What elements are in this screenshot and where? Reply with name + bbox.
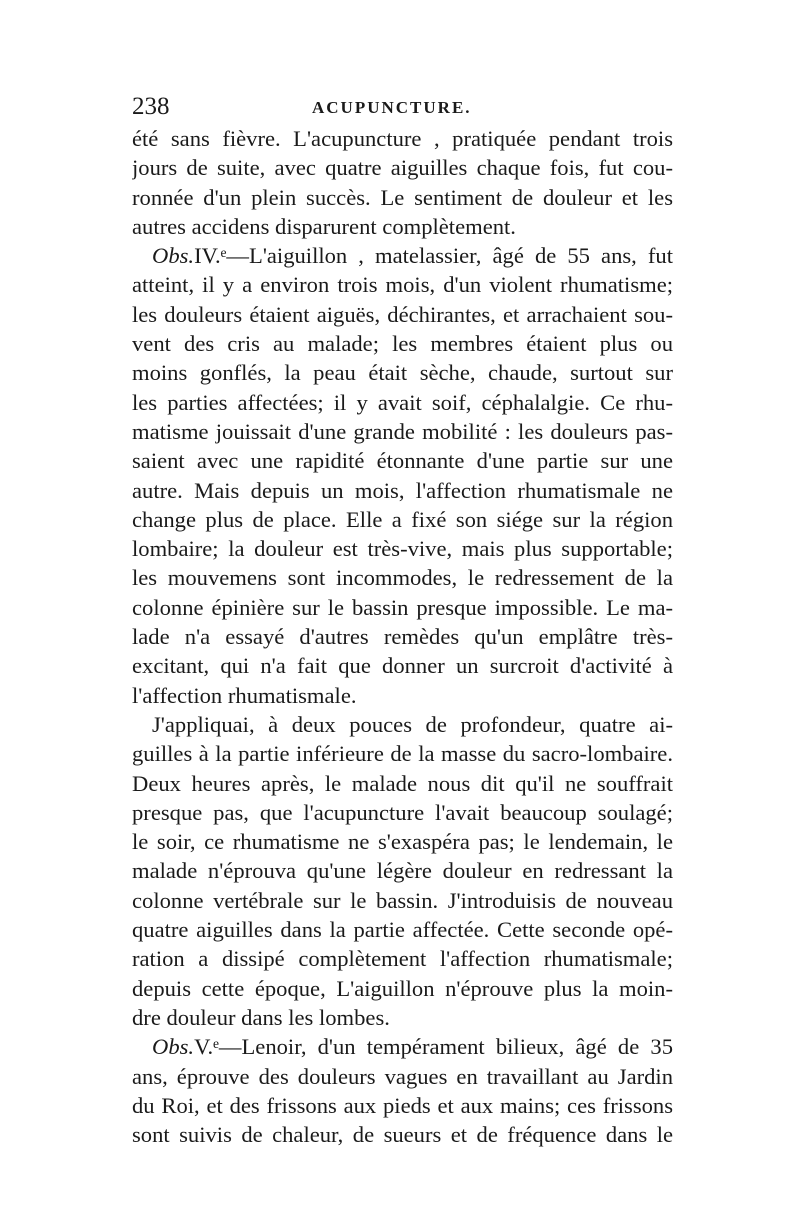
line-text: IV.ᵉ—L'aiguillon , matelassier, âgé de 55 ans, fut: [194, 243, 673, 269]
text-line: [132, 827, 673, 856]
text-line: [132, 241, 673, 270]
text-line: [132, 212, 673, 241]
line-text: ronnée d'un plein succès. Le sentiment de douleur et les: [132, 184, 673, 210]
line-text: excitant, qui n'a fait que donner un surcroit d'activité à: [132, 653, 673, 679]
text-line: [132, 1091, 673, 1120]
text-line: [132, 886, 673, 915]
text-line: [132, 183, 673, 212]
text-line: [132, 651, 673, 680]
text-line: [132, 944, 673, 973]
text-line: [132, 446, 673, 475]
text-line: [132, 974, 673, 1003]
line-text: colonne épinière sur le bassin presque impossible. Le ma-: [132, 594, 673, 620]
text-line: [132, 388, 673, 417]
text-line: [132, 476, 673, 505]
text-line: [132, 417, 673, 446]
text-line: [132, 1120, 673, 1149]
line-text: saient avec une rapidité étonnante d'une partie sur une: [132, 448, 673, 474]
line-text: sont suivis de chaleur, de sueurs et de fréquence dans le: [132, 1122, 673, 1148]
text-line: [132, 856, 673, 885]
text-line: [132, 1032, 673, 1061]
line-text: presque pas, que l'acupuncture l'avait beaucoup soulagé;: [132, 799, 673, 825]
text-line: [132, 1003, 673, 1032]
line-text: J'appliquai, à deux pouces de profondeur, quatre ai-: [152, 711, 673, 737]
text-line: [132, 710, 673, 739]
line-text: du Roi, et des frissons aux pieds et aux mains; ces frissons: [132, 1092, 673, 1118]
running-head: ACUPUNCTURE.: [312, 98, 472, 117]
page-number: 238: [132, 93, 170, 120]
line-text: colonne vertébrale sur le bassin. J'introduisis de nouveau: [132, 887, 673, 913]
body-text: [132, 124, 673, 1149]
line-text: les parties affectées; il y avait soif, céphalalgie. Ce rhu-: [132, 389, 673, 415]
line-text: ration a dissipé complètement l'affection rhumatismale;: [132, 946, 673, 972]
text-line: [132, 505, 673, 534]
line-text: guilles à la partie inférieure de la masse du sacro-lombaire.: [132, 741, 673, 767]
line-text: depuis cette époque, L'aiguillon n'éprouve plus la moin-: [132, 975, 673, 1001]
text-line: [132, 798, 673, 827]
line-text: lombaire; la douleur est très-vive, mais plus supportable;: [132, 536, 673, 562]
text-line: [132, 270, 673, 299]
text-line: [132, 300, 673, 329]
text-line: [132, 1062, 673, 1091]
text-line: [132, 681, 673, 710]
line-text: le soir, ce rhumatisme ne s'exaspéra pas; le lendemain, le: [132, 829, 673, 855]
observation-label: Obs.: [152, 1034, 195, 1060]
line-text: malade n'éprouva qu'une légère douleur en redressant la: [132, 858, 673, 884]
text-line: [132, 358, 673, 387]
text-line: [132, 563, 673, 592]
text-line: [132, 622, 673, 651]
line-text: autre. Mais depuis un mois, l'affection rhumatismale ne: [132, 477, 673, 503]
line-text: atteint, il y a environ trois mois, d'un violent rhumatisme;: [132, 272, 673, 298]
line-text: l'affection rhumatismale.: [132, 682, 357, 708]
page-header: [132, 93, 672, 123]
text-line: [132, 124, 673, 153]
text-line: [132, 329, 673, 358]
line-text: quatre aiguilles dans la partie affectée. Cette seconde opé-: [132, 917, 673, 943]
line-text: dre douleur dans les lombes.: [132, 1004, 390, 1030]
line-text: vent des cris au malade; les membres étaient plus ou: [132, 331, 673, 357]
text-line: [132, 769, 673, 798]
line-text: autres accidens disparurent complètement.: [132, 213, 516, 239]
line-text: Deux heures après, le malade nous dit qu'il ne souffrait: [132, 770, 673, 796]
line-text: les mouvemens sont incommodes, le redressement de la: [132, 565, 673, 591]
line-text: change plus de place. Elle a fixé son siége sur la région: [132, 506, 673, 532]
line-text: jours de suite, avec quatre aiguilles chaque fois, fut cou-: [132, 155, 673, 181]
text-line: [132, 534, 673, 563]
text-line: [132, 593, 673, 622]
text-line: [132, 153, 673, 182]
line-text: moins gonflés, la peau était sèche, chaude, surtout sur: [132, 360, 673, 386]
text-line: [132, 739, 673, 768]
observation-label: Obs.: [152, 243, 195, 269]
line-text: lade n'a essayé d'autres remèdes qu'un emplâtre très-: [132, 624, 673, 650]
line-text: ans, éprouve des douleurs vagues en travaillant au Jardin: [132, 1063, 673, 1089]
text-line: [132, 915, 673, 944]
line-text: été sans fièvre. L'acupuncture , pratiquée pendant trois: [132, 126, 673, 151]
line-text: matisme jouissait d'une grande mobilité : les douleurs pas-: [132, 418, 673, 444]
line-text: V.ᵉ—Lenoir, d'un tempérament bilieux, âgé de 35: [194, 1034, 673, 1060]
line-text: les douleurs étaient aiguës, déchirantes, et arrachaient sou-: [132, 301, 673, 327]
